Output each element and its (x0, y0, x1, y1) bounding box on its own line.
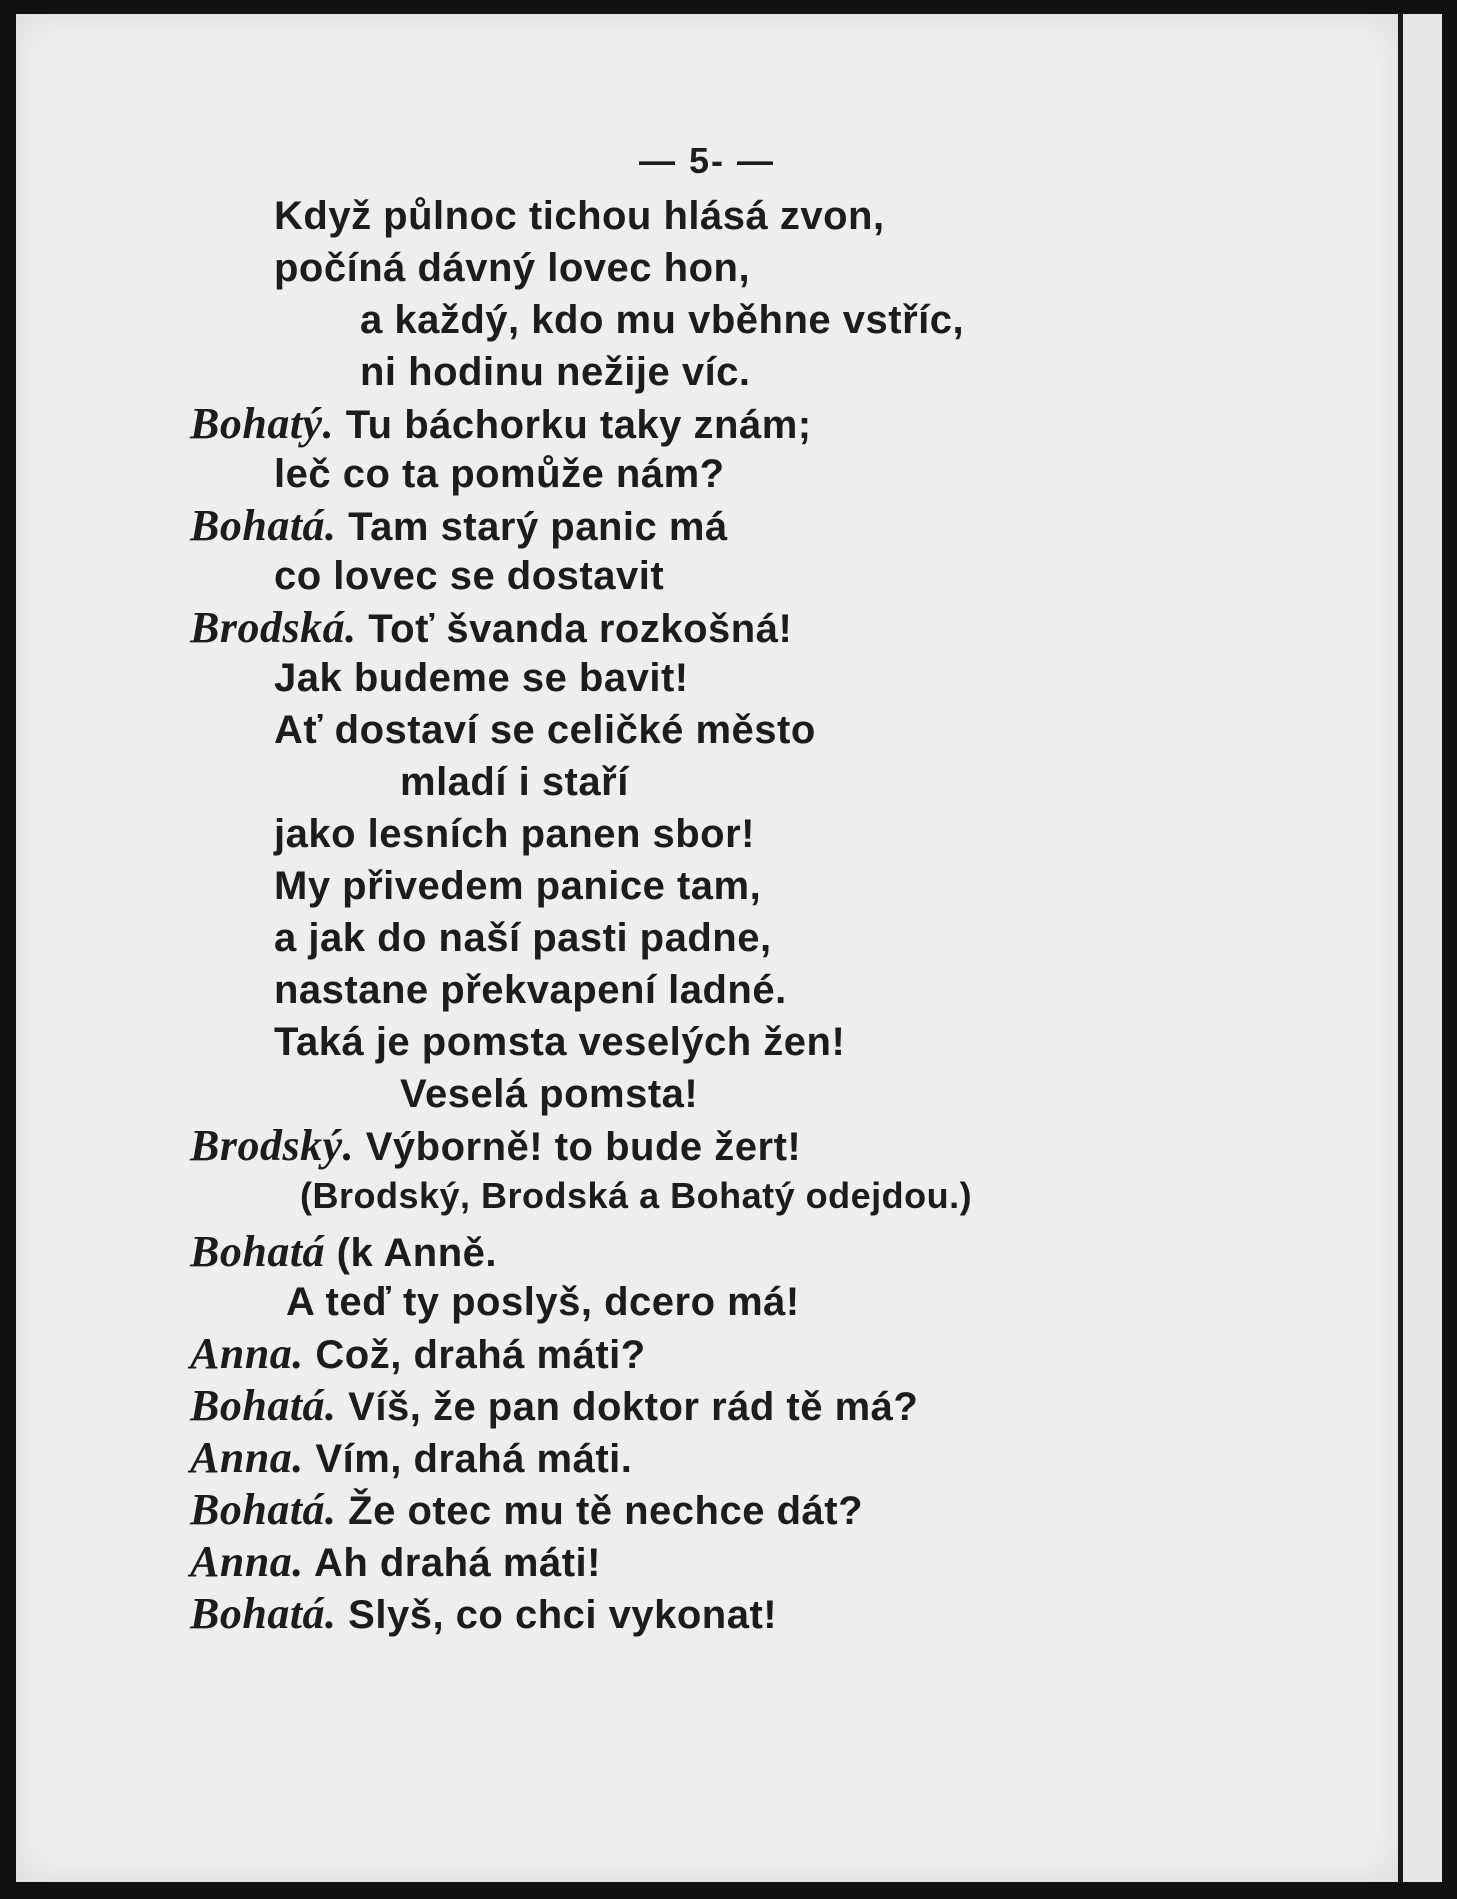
verse-line: Veselá pomsta! (400, 1072, 699, 1116)
speaker-name: Bohatá (190, 1227, 326, 1276)
dialogue-line: Anna. Ah drahá máti! (190, 1537, 601, 1586)
speaker-name: Brodský. (190, 1121, 355, 1170)
speaker-name: Anna. (190, 1433, 304, 1482)
speaker-name: Bohatý. (190, 399, 335, 448)
verse-line: a jak do naší pasti padne, (274, 916, 772, 960)
verse-line: a každý, kdo mu vběhne vstříc, (360, 298, 965, 342)
dialogue-line: Bohatá. Víš, že pan doktor rád tě má? (190, 1381, 919, 1430)
dialogue-line: Bohatá (k Anně. (190, 1227, 497, 1276)
dialogue-line: Anna. Vím, drahá máti. (190, 1433, 633, 1482)
dialogue-line: Bohatý. Tu báchorku taky znám; (190, 399, 812, 448)
dialogue-line: Brodská. Toť švanda rozkošná! (190, 603, 793, 652)
verse-line: jako lesních panen sbor! (274, 812, 756, 856)
book-page (16, 14, 1398, 1882)
speaker-name: Bohatá. (190, 1589, 337, 1638)
dialogue-line: Anna. Což, drahá máti? (190, 1329, 646, 1378)
verse-line: A teď ty poslyš, dcero má! (286, 1280, 800, 1324)
speaker-name: Anna. (190, 1537, 304, 1586)
speaker-name: Bohatá. (190, 1485, 337, 1534)
verse-line: leč co ta pomůže nám? (274, 452, 725, 496)
speaker-name: Bohatá. (190, 501, 337, 550)
speaker-name: Brodská. (190, 603, 357, 652)
verse-line: Ať dostaví se celičké město (274, 708, 816, 752)
verse-line: počíná dávný lovec hon, (274, 246, 751, 290)
verse-line: mladí i staří (400, 760, 629, 804)
verse-line: ni hodinu nežije víc. (360, 350, 751, 394)
verse-line: nastane překvapení ladné. (274, 968, 787, 1012)
dialogue-line: Bohatá. Slyš, co chci vykonat! (190, 1589, 778, 1638)
dialogue-line: Bohatá. Že otec mu tě nechce dát? (190, 1485, 864, 1534)
verse-line: Taká je pomsta veselých žen! (274, 1020, 846, 1064)
adjacent-page-edge (1398, 14, 1442, 1882)
stage-direction: (Brodský, Brodská a Bohatý odejdou.) (300, 1175, 973, 1216)
speaker-name: Bohatá. (190, 1381, 337, 1430)
verse-line: co lovec se dostavit (274, 554, 665, 598)
verse-line: My přivedem panice tam, (274, 864, 762, 908)
dialogue-line: Bohatá. Tam starý panic má (190, 501, 728, 550)
verse-line: Jak budeme se bavit! (274, 656, 689, 700)
page-divider (1398, 14, 1403, 1882)
page-number: — 5- — (638, 140, 775, 181)
speaker-name: Anna. (190, 1329, 304, 1378)
dialogue-line: Brodský. Výborně! to bude žert! (190, 1121, 802, 1170)
verse-line: Když půlnoc tichou hlásá zvon, (274, 194, 885, 238)
